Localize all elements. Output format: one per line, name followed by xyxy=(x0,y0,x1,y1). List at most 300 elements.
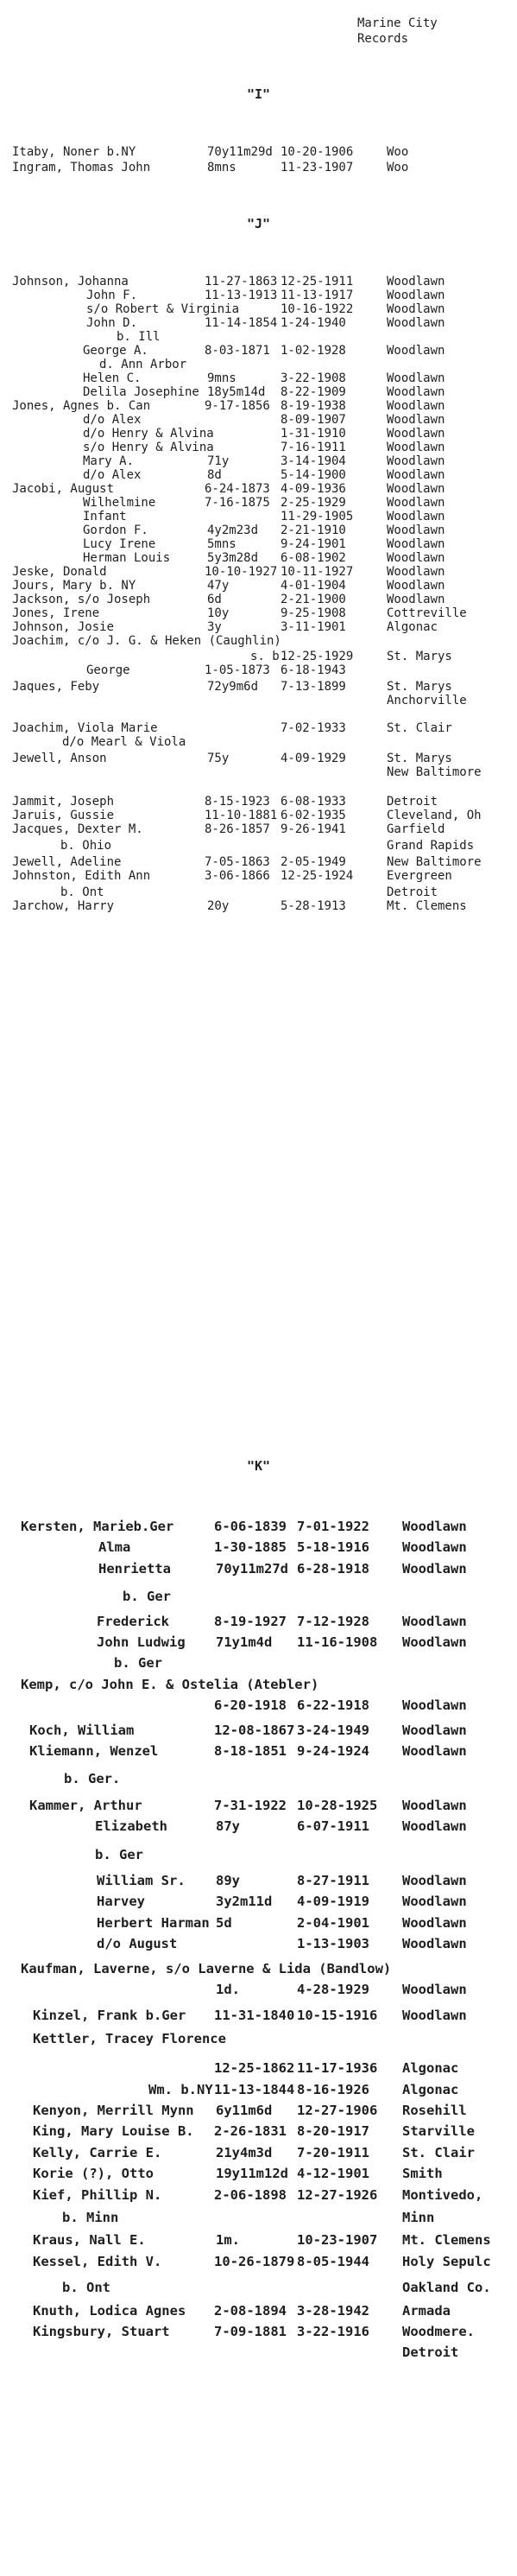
record-name: Kief, Phillip N. xyxy=(33,2186,162,2203)
record-name: Kammer, Arthur xyxy=(29,1797,142,1813)
record-row xyxy=(0,2145,517,2162)
record-birth-date: 11-14-1854 xyxy=(205,316,278,330)
record-row xyxy=(0,1743,517,1761)
record-death-date: 4-09-1936 xyxy=(281,482,346,496)
record-age: 18y5m14d xyxy=(207,385,266,399)
record-death-date: 11-16-1908 xyxy=(297,1634,378,1650)
record-cemetery: Algonac xyxy=(402,2060,459,2077)
record-cemetery: Mt. Clemens xyxy=(402,2232,491,2249)
record-cemetery: Woodlawn xyxy=(402,1818,467,1835)
record-cemetery: Woodlawn xyxy=(402,1697,467,1714)
record-name: Jaques, Feby xyxy=(12,680,100,694)
record-birth-date: 1-30-1885 xyxy=(214,1539,287,1556)
record-name: Jewell, Anson xyxy=(12,752,107,765)
record-age: 71y xyxy=(207,454,230,468)
record-row xyxy=(0,2324,517,2341)
record-death-date: 8-16-1926 xyxy=(297,2081,369,2097)
record-death-date: 8-19-1938 xyxy=(281,399,346,413)
record-row xyxy=(0,1847,517,1864)
record-cemetery: Woodlawn xyxy=(387,344,445,358)
record-death-date: 11-29-1905 xyxy=(281,510,354,523)
record-cemetery: Detroit xyxy=(387,795,438,809)
record-row xyxy=(0,1798,517,1815)
record-cemetery: Woodlawn xyxy=(387,551,445,565)
record-birth-date: 11-13-1844 xyxy=(214,2081,295,2097)
record-name: d/o Henry & Alvina xyxy=(83,427,214,441)
record-row xyxy=(0,2254,517,2271)
record-row xyxy=(0,1589,517,1606)
record-cemetery: Woodlawn xyxy=(402,1560,467,1577)
section-j-title: "J" xyxy=(246,216,271,232)
record-name: Johnston, Edith Ann xyxy=(12,869,151,883)
record-death-date: 9-25-1908 xyxy=(281,606,346,620)
record-age: 72y9m6d xyxy=(207,680,259,694)
record-name: Jaruis, Gussie xyxy=(12,809,115,822)
record-death-date: 6-22-1918 xyxy=(297,1697,369,1714)
record-cemetery: Woodlawn xyxy=(402,1873,467,1888)
record-death-date: 4-09-1929 xyxy=(281,752,346,765)
record-name: Ingram, Thomas John xyxy=(12,161,151,174)
record-cemetery: Woodlawn xyxy=(402,1519,467,1534)
record-cemetery: Cleveland, Oh xyxy=(387,809,482,822)
record-age: 3y2m11d xyxy=(216,1894,273,1910)
record-cemetery: Woodlawn xyxy=(387,275,445,289)
record-age: 5d xyxy=(216,1914,232,1931)
record-age: 5y3m28d xyxy=(207,551,259,565)
record-row xyxy=(0,1634,517,1652)
record-cemetery: Woodlawn xyxy=(402,1797,467,1813)
record-death-date: 6-28-1918 xyxy=(297,1560,369,1577)
record-cemetery: Woodlawn xyxy=(387,385,445,399)
record-row xyxy=(0,1723,517,1740)
records-header xyxy=(357,16,438,47)
record-name: William Sr. xyxy=(97,1873,186,1888)
record-death-date: 10-23-1907 xyxy=(297,2232,378,2249)
record-name: Frederick xyxy=(97,1613,169,1629)
record-name: Infant xyxy=(83,510,127,523)
record-cemetery: Woodlawn xyxy=(387,454,445,468)
record-cemetery: Rosehill xyxy=(402,2103,467,2118)
record-death-date: 6-18-1943 xyxy=(281,663,346,677)
record-row xyxy=(0,1894,517,1911)
record-death-date: 1-13-1903 xyxy=(297,1936,369,1952)
record-death-date: 4-12-1901 xyxy=(297,2166,369,2182)
record-name: Wilhelmine xyxy=(83,496,156,510)
record-name: Jeske, Donald xyxy=(12,565,107,579)
record-name: Jours, Mary b. NY xyxy=(12,579,136,593)
record-row xyxy=(0,765,517,783)
record-age: 1d. xyxy=(216,1982,240,1997)
record-name: Jackson, s/o Joseph xyxy=(12,593,151,606)
record-name: King, Mary Louise B. xyxy=(33,2123,194,2140)
record-name: Kaufman, Laverne, s/o Laverne & Lida (Bandlow) xyxy=(21,1960,392,1976)
record-death-date: 8-22-1909 xyxy=(281,385,346,399)
record-name: Lucy Irene xyxy=(83,537,156,551)
record-age: 8d xyxy=(207,468,222,482)
record-death-date: 2-04-1901 xyxy=(297,1914,369,1931)
record-death-date: 3-22-1908 xyxy=(281,371,346,385)
record-name: d/o August xyxy=(97,1936,178,1952)
record-cemetery: Evergreen xyxy=(387,869,452,883)
record-name: b. Minn xyxy=(62,2210,119,2225)
record-cemetery: Woodlawn xyxy=(387,441,445,454)
record-cemetery: Woodlawn xyxy=(387,427,445,441)
record-birth-date: 11-10-1881 xyxy=(205,809,278,822)
record-age: 9mns xyxy=(207,371,236,385)
record-row xyxy=(0,1771,517,1788)
record-birth-date: 8-15-1923 xyxy=(205,795,270,809)
header-line-1: Marine City xyxy=(357,16,438,30)
record-cemetery: St. Marys xyxy=(387,650,452,663)
record-name: d/o Mearl & Viola xyxy=(62,735,186,749)
record-age: 75y xyxy=(207,752,230,765)
record-age: 87y xyxy=(216,1818,240,1835)
record-death-date: 3-11-1901 xyxy=(281,620,346,634)
record-cemetery: Woodlawn xyxy=(402,1914,467,1931)
record-death-date: 1-24-1940 xyxy=(281,316,346,330)
record-death-date: 2-05-1949 xyxy=(281,855,346,869)
record-death-date: 8-05-1944 xyxy=(297,2253,369,2269)
record-birth-date: 2-26-1831 xyxy=(214,2123,287,2140)
record-birth-date: 3-06-1866 xyxy=(205,869,270,883)
record-name: John Ludwig xyxy=(97,1634,186,1650)
record-cemetery: Holy Sepulc xyxy=(402,2253,491,2269)
record-name: b. Ill xyxy=(117,330,161,344)
record-name: Jarchow, Harry xyxy=(12,899,115,913)
record-cemetery: Woodlawn xyxy=(402,1539,467,1556)
record-cemetery: Woodlawn xyxy=(402,1982,467,1997)
record-name: Jammit, Joseph xyxy=(12,795,115,809)
record-name: Joachim, c/o J. G. & Heken (Caughlin) xyxy=(12,634,281,648)
record-row xyxy=(0,145,517,162)
record-death-date: 3-24-1949 xyxy=(297,1722,369,1738)
record-death-date: 9-24-1901 xyxy=(281,537,346,551)
record-age: 89y xyxy=(216,1873,240,1888)
record-death-date: 5-14-1900 xyxy=(281,468,346,482)
record-name: b. Ont xyxy=(62,2280,110,2296)
record-row xyxy=(0,2060,517,2078)
record-name: d/o Alex xyxy=(83,413,142,427)
record-cemetery: Woodlawn xyxy=(387,302,445,316)
record-birth-date: 6-24-1873 xyxy=(205,482,270,496)
record-name: b. Ger xyxy=(123,1589,171,1605)
record-cemetery: Woodlawn xyxy=(402,2008,467,2024)
record-birth-date: 8-26-1857 xyxy=(205,822,270,836)
record-death-date: 1-31-1910 xyxy=(281,427,346,441)
record-birth-date: 9-17-1856 xyxy=(205,399,270,413)
record-cemetery: Detroit xyxy=(402,2344,459,2361)
record-death-date: 9-26-1941 xyxy=(281,822,346,836)
record-death-date: 11-13-1917 xyxy=(281,289,354,302)
record-name: b. Ont xyxy=(60,885,104,899)
record-death-date: 10-28-1925 xyxy=(297,1797,378,1813)
record-cemetery: Woodlawn xyxy=(387,510,445,523)
record-birth-date: 8-19-1927 xyxy=(214,1613,287,1629)
record-death-date: 7-20-1911 xyxy=(297,2144,369,2160)
record-name: Johnson, Johanna xyxy=(12,275,129,289)
record-cemetery: Woodlawn xyxy=(387,537,445,551)
record-birth-date: 10-10-1927 xyxy=(205,565,278,579)
record-name: Herbert Harman xyxy=(97,1914,210,1931)
record-birth-date: 11-27-1863 xyxy=(205,275,278,289)
record-name: Kenyon, Merrill Mynn xyxy=(33,2103,194,2118)
record-name: Jacques, Dexter M. xyxy=(12,822,143,836)
record-name: Kessel, Edith V. xyxy=(33,2253,162,2269)
record-row xyxy=(0,1519,517,1536)
record-death-date: 10-16-1922 xyxy=(281,302,354,316)
record-death-date: 6-02-1935 xyxy=(281,809,346,822)
record-death-date: 6-08-1933 xyxy=(281,795,346,809)
record-name: Delila Josephine xyxy=(83,385,199,399)
record-birth-date: 6-06-1839 xyxy=(214,1519,287,1534)
record-cemetery: Woodlawn xyxy=(402,1894,467,1910)
record-row xyxy=(0,839,517,856)
section-k-title: "K" xyxy=(246,1458,271,1474)
record-death-date: 1-02-1928 xyxy=(281,344,346,358)
record-birth-date: 1-05-1873 xyxy=(205,663,270,677)
record-name: Mary A. xyxy=(83,454,135,468)
record-name: Kersten, Marieb.Ger xyxy=(21,1519,174,1534)
record-name: George xyxy=(86,663,130,677)
record-name: Kemp, c/o John E. & Ostelia (Atebler) xyxy=(21,1676,319,1692)
record-name: b. Ohio xyxy=(60,839,112,853)
record-cemetery: Mt. Clemens xyxy=(387,899,467,913)
record-death-date: 7-12-1928 xyxy=(297,1613,369,1629)
record-age: 70y11m27d xyxy=(216,1560,288,1577)
record-name: s/o Robert & Virginia xyxy=(86,302,240,316)
record-name: Jewell, Adeline xyxy=(12,855,122,869)
record-death-date: 5-28-1913 xyxy=(281,899,346,913)
record-death-date: 6-08-1902 xyxy=(281,551,346,565)
record-name: Alma xyxy=(98,1539,131,1556)
record-cemetery: Woodlawn xyxy=(387,399,445,413)
record-name: Elizabeth xyxy=(95,1818,167,1835)
record-row xyxy=(0,2031,517,2048)
record-cemetery: Woodlawn xyxy=(387,413,445,427)
record-row xyxy=(0,2232,517,2249)
record-row xyxy=(0,899,517,917)
record-death-date: 6-07-1911 xyxy=(297,1818,369,1835)
record-name: Knuth, Lodica Agnes xyxy=(33,2302,186,2319)
record-birth-date: 2-08-1894 xyxy=(214,2302,287,2319)
record-cemetery: Algonac xyxy=(387,620,438,634)
record-cemetery: Garfield xyxy=(387,822,445,836)
record-name: John F. xyxy=(86,289,138,302)
record-death-date: 7-16-1911 xyxy=(281,441,346,454)
record-death-date: 11-17-1936 xyxy=(297,2060,378,2077)
record-name: Henrietta xyxy=(98,1560,171,1577)
record-cemetery: Woodlawn xyxy=(387,468,445,482)
record-death-date: 2-21-1900 xyxy=(281,593,346,606)
record-name: Herman Louis xyxy=(83,551,171,565)
record-cemetery: New Baltimore xyxy=(387,765,482,779)
record-birth-date: 11-31-1840 xyxy=(214,2008,295,2024)
record-cemetery: Oakland Co. xyxy=(402,2280,491,2296)
record-death-date: 12-27-1906 xyxy=(297,2103,378,2118)
record-death-date: 3-14-1904 xyxy=(281,454,346,468)
record-age: 71y1m4d xyxy=(216,1634,273,1650)
record-death-date: 9-24-1924 xyxy=(297,1743,369,1759)
record-cemetery: Woodlawn xyxy=(387,371,445,385)
record-row xyxy=(0,2123,517,2141)
record-name: d. Ann Arbor xyxy=(99,358,187,371)
record-cemetery: Woodlawn xyxy=(402,1613,467,1629)
record-age: 4y2m23d xyxy=(207,523,259,537)
record-name: d/o Alex xyxy=(83,468,142,482)
record-death-date: 8-27-1911 xyxy=(297,1873,369,1888)
record-name: Wm. b.NY xyxy=(148,2081,213,2097)
record-death-date: 2-25-1929 xyxy=(281,496,346,510)
record-death-date: 7-02-1933 xyxy=(281,721,346,735)
record-birth-date: 12-08-1867 xyxy=(214,1722,295,1738)
record-row xyxy=(0,1818,517,1836)
record-cemetery: Woodlawn xyxy=(387,565,445,579)
record-name: Kingsbury, Stuart xyxy=(33,2324,170,2339)
record-name: Johnson, Josie xyxy=(12,620,115,634)
record-cemetery: Anchorville xyxy=(387,694,467,707)
record-cemetery: Woodlawn xyxy=(402,1936,467,1952)
record-death-date: 7-13-1899 xyxy=(281,680,346,694)
record-row xyxy=(0,1915,517,1932)
record-cemetery: Starville xyxy=(402,2123,475,2140)
record-row xyxy=(0,2187,517,2205)
record-cemetery: Woodlawn xyxy=(402,1722,467,1738)
record-row xyxy=(0,1539,517,1557)
record-name: George A. xyxy=(83,344,148,358)
record-cemetery: St. Marys xyxy=(387,752,452,765)
record-name: s. b. xyxy=(250,650,287,663)
record-birth-date: 7-05-1863 xyxy=(205,855,270,869)
header-line-2: Records xyxy=(357,32,409,46)
record-row xyxy=(0,2008,517,2025)
record-cemetery: Woodmere. xyxy=(402,2324,475,2339)
record-row xyxy=(0,2082,517,2099)
record-name: b. Ger xyxy=(114,1655,162,1672)
record-cemetery: Woodlawn xyxy=(402,1634,467,1650)
record-row xyxy=(0,2210,517,2227)
record-row xyxy=(0,1982,517,1999)
record-row xyxy=(0,2103,517,2120)
record-cemetery: Detroit xyxy=(387,885,438,899)
record-name: Kliemann, Wenzel xyxy=(29,1743,159,1759)
record-name: Jacobi, August xyxy=(12,482,115,496)
record-birth-date: 7-31-1922 xyxy=(214,1797,287,1813)
record-cemetery: Montivedo, xyxy=(402,2186,483,2203)
record-age: 1m. xyxy=(216,2232,240,2249)
record-death-date: 11-23-1907 xyxy=(281,161,354,174)
record-cemetery: Woodlawn xyxy=(387,496,445,510)
record-age: 5mns xyxy=(207,537,236,551)
record-age: 6d xyxy=(207,593,222,606)
record-death-date: 3-22-1916 xyxy=(297,2324,369,2339)
record-name: Helen C. xyxy=(83,371,142,385)
record-age: 8mns xyxy=(207,161,236,174)
record-row xyxy=(0,634,517,651)
record-name: b. Ger. xyxy=(64,1771,121,1787)
record-death-date: 12-25-1924 xyxy=(281,869,354,883)
record-death-date: 4-01-1904 xyxy=(281,579,346,593)
record-name: Kinzel, Frank b.Ger xyxy=(33,2008,186,2024)
record-birth-date: 10-26-1879 xyxy=(214,2253,295,2269)
record-name: b. Ger xyxy=(95,1846,143,1862)
record-death-date: 10-20-1906 xyxy=(281,145,354,159)
record-name: Joachim, Viola Marie xyxy=(12,721,158,735)
record-name: John D. xyxy=(86,316,138,330)
record-death-date: 5-18-1916 xyxy=(297,1539,369,1556)
record-birth-date: 6-20-1918 xyxy=(214,1697,287,1714)
record-birth-date: 2-06-1898 xyxy=(214,2186,287,2203)
record-name: Gordon F. xyxy=(83,523,148,537)
record-cemetery: Woo xyxy=(387,161,409,174)
record-death-date: 10-15-1916 xyxy=(297,2008,378,2024)
record-death-date: 3-28-1942 xyxy=(297,2302,369,2319)
record-cemetery: St. Clair xyxy=(387,721,452,735)
record-death-date: 8-09-1907 xyxy=(281,413,346,427)
record-name: Jones, Irene xyxy=(12,606,100,620)
record-age: 3y xyxy=(207,620,222,634)
record-death-date: 7-01-1922 xyxy=(297,1519,369,1534)
record-death-date: 4-09-1919 xyxy=(297,1894,369,1910)
record-row xyxy=(0,161,517,178)
record-cemetery: Woodlawn xyxy=(387,289,445,302)
record-cemetery: Woo xyxy=(387,145,409,159)
record-row xyxy=(0,694,517,711)
record-row xyxy=(0,1936,517,1953)
record-cemetery: St. Marys xyxy=(387,680,452,694)
record-row xyxy=(0,2344,517,2362)
record-row xyxy=(0,1961,517,1978)
record-cemetery: Woodlawn xyxy=(387,482,445,496)
record-row xyxy=(0,1873,517,1890)
record-age: 21y4m3d xyxy=(216,2144,273,2160)
record-cemetery: Minn xyxy=(402,2210,435,2225)
record-birth-date: 8-18-1851 xyxy=(214,1743,287,1759)
record-name: Kettler, Tracey Florence xyxy=(33,2030,226,2046)
record-row xyxy=(0,1697,517,1715)
record-row xyxy=(0,735,517,752)
section-i-title: "I" xyxy=(246,86,271,102)
record-death-date: 12-25-1929 xyxy=(281,650,354,663)
record-row xyxy=(0,1677,517,1694)
record-name: Kelly, Carrie E. xyxy=(33,2144,162,2160)
record-row xyxy=(0,869,517,886)
record-death-date: 10-11-1927 xyxy=(281,565,354,579)
record-cemetery: St. Clair xyxy=(402,2144,475,2160)
record-row xyxy=(0,2280,517,2297)
record-row xyxy=(0,1561,517,1578)
record-age: 10y xyxy=(207,606,230,620)
record-name: Koch, William xyxy=(29,1722,135,1738)
record-name: Kraus, Nall E. xyxy=(33,2232,146,2249)
record-cemetery: Smith xyxy=(402,2166,443,2182)
record-age: 47y xyxy=(207,579,230,593)
record-cemetery: New Baltimore xyxy=(387,855,482,869)
record-age: 19y11m12d xyxy=(216,2166,288,2182)
record-row xyxy=(0,822,517,840)
record-age: 70y11m29d xyxy=(207,145,273,159)
record-name: Korie (?), Otto xyxy=(33,2166,154,2182)
record-cemetery: Woodlawn xyxy=(387,523,445,537)
record-birth-date: 7-09-1881 xyxy=(214,2324,287,2339)
record-age: 20y xyxy=(207,899,230,913)
record-birth-date: 12-25-1862 xyxy=(214,2060,295,2077)
record-birth-date: 11-13-1913 xyxy=(205,289,278,302)
record-name: Harvey xyxy=(97,1894,145,1910)
record-cemetery: Woodlawn xyxy=(387,593,445,606)
record-cemetery: Armada xyxy=(402,2302,451,2319)
record-death-date: 4-28-1929 xyxy=(297,1982,369,1997)
record-death-date: 12-27-1926 xyxy=(297,2186,378,2203)
